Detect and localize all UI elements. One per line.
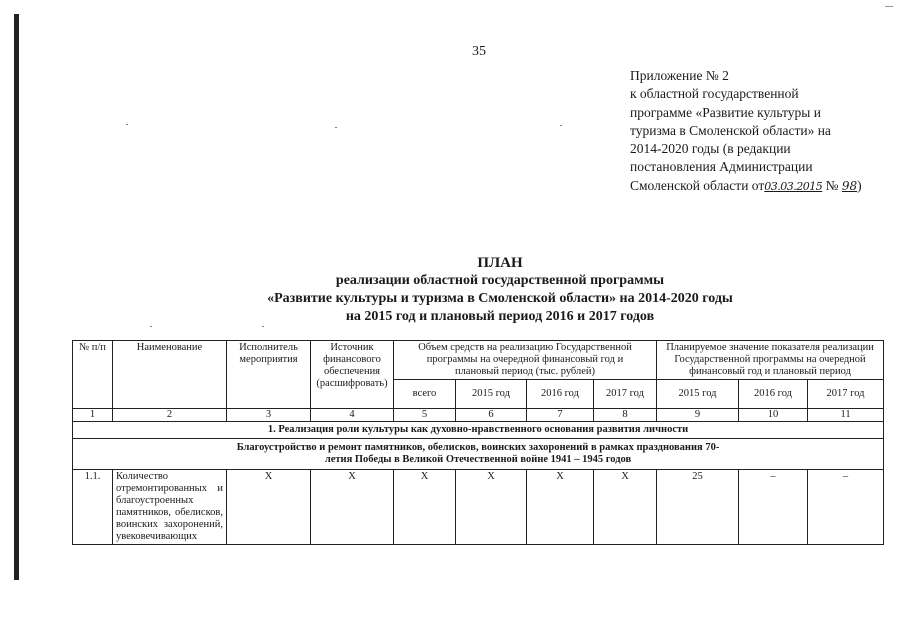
page-number: 35 xyxy=(472,44,486,59)
column-number: 3 xyxy=(227,409,311,422)
header-executor: Исполнитель мероприятия xyxy=(227,341,311,409)
appendix-line: программе «Развитие культуры и xyxy=(630,104,821,120)
column-number: 2 xyxy=(113,409,227,422)
header-funding-group: Объем средств на реализацию Государственной программы на очередной финансовый год и плановый период (тыс. рублей) xyxy=(394,341,657,380)
scan-speck xyxy=(126,124,128,125)
header-ind-2016: 2016 год xyxy=(739,380,808,409)
appendix-line: 2014-2020 годы (в редакции xyxy=(630,141,791,157)
header-num: № п/п xyxy=(73,341,113,409)
appendix-note xyxy=(630,67,895,196)
appendix-line: постановления Администрации xyxy=(630,159,813,175)
column-number: 8 xyxy=(594,409,657,422)
scan-speck xyxy=(262,326,264,327)
header-source: Источник финансового обеспечения (расшифровать) xyxy=(311,341,394,409)
plan-table xyxy=(72,340,884,545)
row-num: 1.1. xyxy=(73,470,113,545)
header-2016: 2016 год xyxy=(527,380,594,409)
appendix-line: туризма в Смоленской области» на xyxy=(630,122,831,138)
subsection-title: Благоустройство и ремонт памятников, обелисков, воинских захоронений в рамках празднования 70-летия Победы в Великой Отечественной войне 1941 – 1945 годов xyxy=(73,439,884,470)
row-ind-2015: 25 xyxy=(657,470,739,545)
column-number: 5 xyxy=(394,409,456,422)
header-ind-2017: 2017 год xyxy=(808,380,884,409)
section-title: 1. Реализация роли культуры как духовно-нравственного основания развития личности xyxy=(73,422,884,439)
column-number: 1 xyxy=(73,409,113,422)
column-number: 4 xyxy=(311,409,394,422)
header-ind-2015: 2015 год xyxy=(657,380,739,409)
appendix-line: Приложение № 2 xyxy=(630,68,729,83)
binding-margin-bar xyxy=(14,14,19,580)
header-row xyxy=(73,341,884,380)
handwritten-number: 98 xyxy=(841,178,858,193)
row-source: Х xyxy=(311,470,394,545)
row-ind-2016: – xyxy=(739,470,808,545)
column-number: 11 xyxy=(808,409,884,422)
subsection-row xyxy=(73,439,884,470)
row-2016: Х xyxy=(527,470,594,545)
appendix-line: к областной государственной xyxy=(630,86,799,102)
header-2017: 2017 год xyxy=(594,380,657,409)
row-executor: Х xyxy=(227,470,311,545)
document-title xyxy=(150,254,850,326)
header-total: всего xyxy=(394,380,456,409)
corner-mark xyxy=(885,6,893,7)
scan-speck xyxy=(560,125,562,126)
appendix-line-last xyxy=(630,177,895,196)
row-total: Х xyxy=(394,470,456,545)
row-2017: Х xyxy=(594,470,657,545)
title-line: реализации областной государственной программы xyxy=(335,273,665,288)
number-label: № xyxy=(825,177,839,193)
table-row xyxy=(73,470,884,545)
appendix-last-text: Смоленской области от xyxy=(630,177,765,193)
column-number: 7 xyxy=(527,409,594,422)
column-number: 6 xyxy=(456,409,527,422)
section-row xyxy=(73,422,884,439)
title-line: «Развитие культуры и туризма в Смоленской области» на 2014-2020 годы xyxy=(267,291,733,306)
title-plan: ПЛАН xyxy=(477,255,523,271)
header-2015: 2015 год xyxy=(456,380,527,409)
closing-paren: ) xyxy=(857,177,862,193)
row-name: Количество отремонтированных и благоустроенных памятников, обелисков, воинских захоронений, увековечивающих xyxy=(116,471,223,542)
handwritten-date: 03.03.2015 xyxy=(764,179,823,193)
column-number-row xyxy=(73,409,884,422)
row-ind-2017: – xyxy=(808,470,884,545)
title-line: на 2015 год и плановый период 2016 и 2017 годов xyxy=(345,309,655,324)
row-2015: Х xyxy=(456,470,527,545)
column-number: 10 xyxy=(739,409,808,422)
header-indicator-group: Планируемое значение показателя реализации Государственной программы на очередной финансовый год и плановый период xyxy=(657,341,884,380)
scan-speck xyxy=(150,326,152,327)
scan-speck xyxy=(335,127,337,128)
column-number: 9 xyxy=(657,409,739,422)
row-name-cell xyxy=(113,470,227,545)
header-name: Наименование xyxy=(113,341,227,409)
